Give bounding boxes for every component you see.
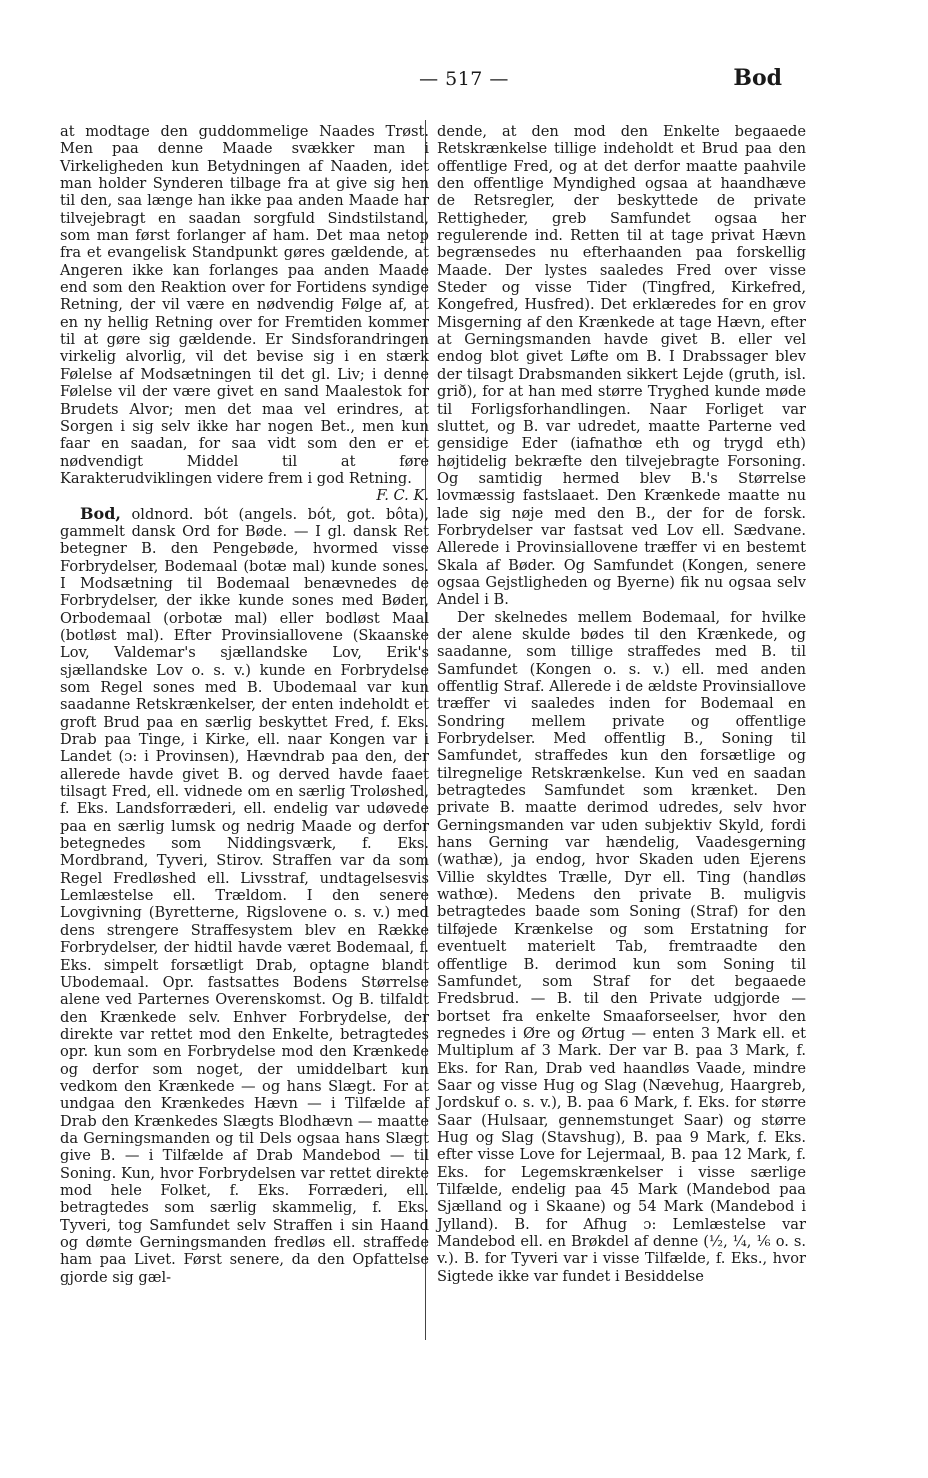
paragraph: [60, 505, 429, 1286]
running-head-keyword: Bod: [733, 65, 782, 91]
right-column: [437, 123, 806, 1285]
paragraph-text: dende, at den mod den Enkelte begaaede Retskrænkelse tillige indeholdt et Brud paa den offentlige Fred, og at det derfor maatte paahvile den offentlige Myndighed ogsaa at haandhæve de Retsregler, der beskyttede de private Rettigheder, greb Samfundet ogsaa her regulerende ind. Retten til at tage privat Hævn begrænsedes nu efterhaanden paa forskellig Maade. Der lystes saaledes Fred over visse Steder og visse Tider (Tingfred, Kirkefred, Kongefred, Husfred). Det erklæredes for en grov Misgerning af den Krænkede at tage Hævn, efter at Gerningsmanden havde givet B. eller vel endog blot givet Løfte om B. I Drabssager blev der tilsagt Drabsmanden sikkert Lejde (gruth, isl. grið), for at han med større Tryghed kunde møde til Forligsforhandlingen. Naar Forliget var sluttet, og B. var udredet, maatte Parterne ved gensidige Eder (iafnathœ eth og trygd eth) højtidelig bekræfte den tilvejebragte Forsoning. Og samtidig hermed blev B.'s Størrelse lovmæssig fastslaaet. Den Krænkede maatte nu lade sig nøje med den B., der for de forsk. Forbrydelser var fastsat ved Lov ell. Sædvane. Allerede i Provinsiallovene træffer vi en bestemt Skala af Bøder. Og Samfundet (Kongen, senere ogsaa Gejstligheden og Byerne) fik nu ogsaa selv Andel i B.: [437, 123, 806, 609]
paragraph: [437, 609, 806, 1285]
paragraph: [60, 123, 429, 505]
entry-headword: Bod,: [80, 503, 121, 523]
paragraph-text: Der skelnedes mellem Bodemaal, for hvilke der alene skulde bødes til den Krænkede, og saadanne, som tillige straffedes med B. til Samfundet (Kongen o. s. v.) ell. med anden offentlig Straf. Allerede i de ældste Provinsiallove træffer vi saaledes inden for Bodemaal en Sondring mellem private og offentlige Forbrydelser. Med offentlig B., Soning til Samfundet, straffedes kun den forsætlige og tilregnelige Retskrænkelse. Kun ved en saadan betragtedes Samfundet som krænket. Den private B. maatte derimod udredes, selv hvor Gerningsmanden var uden subjektiv Skyld, fordi hans Gerning var hændelig, Vaadesgerning (wathæ), ja endog, hvor Skaden uden Ejerens Villie skyldtes Trælle, Dyr ell. Ting (handløs wathœ). Medens den private B. muligvis betragtedes baade som Soning (Straf) for den tilføjede Krænkelse og som Erstatning for eventuelt materielt Tab, fremtraadte den offentlige B. derimod kun som Soning til Samfundet, som Straf for det begaaede Fredsbrud. — B. til den Private udgjorde — bortset fra enkelte Smaaforseelser, hvor den regnedes i Øre og Ørtug — enten 3 Mark ell. et Multiplum af 3 Mark. Der var B. paa 3 Mark, f. Eks. for Ran, Drab ved haandløs Vaade, mindre Saar og visse Hug og Slag (Nævehug, Haargreb, Jordskuf o. s. v.), B. paa 6 Mark, f. Eks. for større Saar (Hulsaar, gennemstunget Saar) og større Hug og Slag (Stavshug), B. paa 9 Mark, f. Eks. efter visse Love for Lejermaal, B. paa 12 Mark, f. Eks. for Legemskrænkelser i visse særlige Tilfælde, endelig paa 45 Mark (Mandebod paa Sjælland og i Skaane) og 54 Mark (Mandebod i Jylland). B. for Afhug ɔ: Lemlæstelse var Mandebod ell. en Brøkdel af denne (½, ¼, ⅙ o. s. v.). B. for Tyveri var i visse Tilfælde, f. Eks., hvor Sigtede ikke var fundet i Besiddelse: [437, 608, 806, 1285]
page-number: — 517 —: [419, 68, 509, 90]
paragraph-text: at modtage den guddommelige Naades Trøst. Men paa denne Maade svækker man i Virkeligheden kun Betydningen af Naaden, idet man holder Synderen tilbage fra at give sig hen til den, saa længe han ikke paa anden Maade har tilvejebragt en saadan sorgfuld Sindstilstand, som man først forlanger af ham. Det maa netop fra et evangelisk Standpunkt gøres gældende, at Angeren ikke kan forlanges paa anden Maade end som den Reaktion over for Fortidens syndige Retning, der vil være en nødvendig Følge af, at en ny hellig Retning over for Fremtiden kommer til at gøre sig gældende. Er Sindsforandringen virkelig alvorlig, vil det bevise sig i en stærk Følelse af Modsætningen til det gl. Liv; i denne Følelse vil der være givet en sand Maalestok for Brudets Alvor; men det maa vel erindres, at Sorgen i sig selv ikke har nogen Bet., men kun faar en saadan, for saa vidt som den er et nødvendigt Middel til at føre Karakterudviklingen videre frem i god Retning.: [60, 123, 429, 487]
paragraph-text: oldnord. bót (angels. bót, got. bôta), gammelt dansk Ord for Bøde. — I gl. dansk Ret betegner B. den Pengebøde, hvormed visse Forbrydelser, Bodemaal (botæ mal) kunde sones. I Modsætning til Bodemaal benævnedes de Forbrydelser, der ikke kunde sones med Bøder, Orbodemaal (orbotæ mal) eller bodløst Maal (botløst mal). Efter Provinsiallovene (Skaanske Lov, Valdemar's sjællandske Lov, Erik's sjællandske Lov o. s. v.) kunde en Forbrydelse som Regel sones med B. Ubodemaal var kun saadanne Retskrænkelser, der enten indeholdt et groft Brud paa en særlig beskyttet Fred, f. Eks. Drab paa Tinge, i Kirke, ell. naar Kongen var i Landet (ɔ: i Provinsen), Hævndrab paa den, der allerede havde givet B. og derved havde faaet tilsagt Fred, ell. vidnede om en særlig Troløshed, f. Eks. Landsforræderi, ell. endelig var udøvede paa en særlig lumsk og nedrig Maade og derfor betegnedes som Niddingsværk, f. Eks. Mordbrand, Tyveri, Stirov. Straffen var da som Regel Fredløshed ell. Livsstraf, undtagelsesvis Lemlæstelse ell. Trældom. I den senere Lovgivning (Byretterne, Rigslovene o. s. v.) med dens strengere Straffesystem blev en Række Forbrydelser, der hidtil havde været Bodemaal, f. Eks. simpelt forsætligt Drab, optagne blandt Ubodemaal. Opr. fastsattes Bodens Størrelse alene ved Parternes Overenskomst. Og B. tilfaldt den Krænkede selv. Enhver Forbrydelse, der direkte var rettet mod den Enkelte, betragtedes opr. kun som en Forbrydelse mod den Krænkede og derfor som noget, der umiddelbart kun vedkom den Krænkede — og hans Slægt. For at undgaa den Krænkedes Hævn — i Tilfælde af Drab den Krænkedes Slægts Blodhævn — maatte da Gerningsmanden og til Dels ogsaa hans Slægt give B. — i Tilfælde af Drab Mandebod — til Soning. Kun, hvor Forbrydelsen var rettet direkte mod hele Folket, f. Eks. Forræderi, ell. betragtedes som særlig skammelig, f. Eks. Tyveri, tog Samfundet selv Straffen i sin Haand og dømte Gerningsmanden fredløs ell. straffede ham paa Livet. Først senere, da den Opfattelse gjorde sig gæl-: [60, 505, 429, 1286]
author-signature: F. C. K.: [376, 487, 429, 505]
paragraph: [437, 123, 806, 609]
left-column: [60, 123, 429, 1286]
